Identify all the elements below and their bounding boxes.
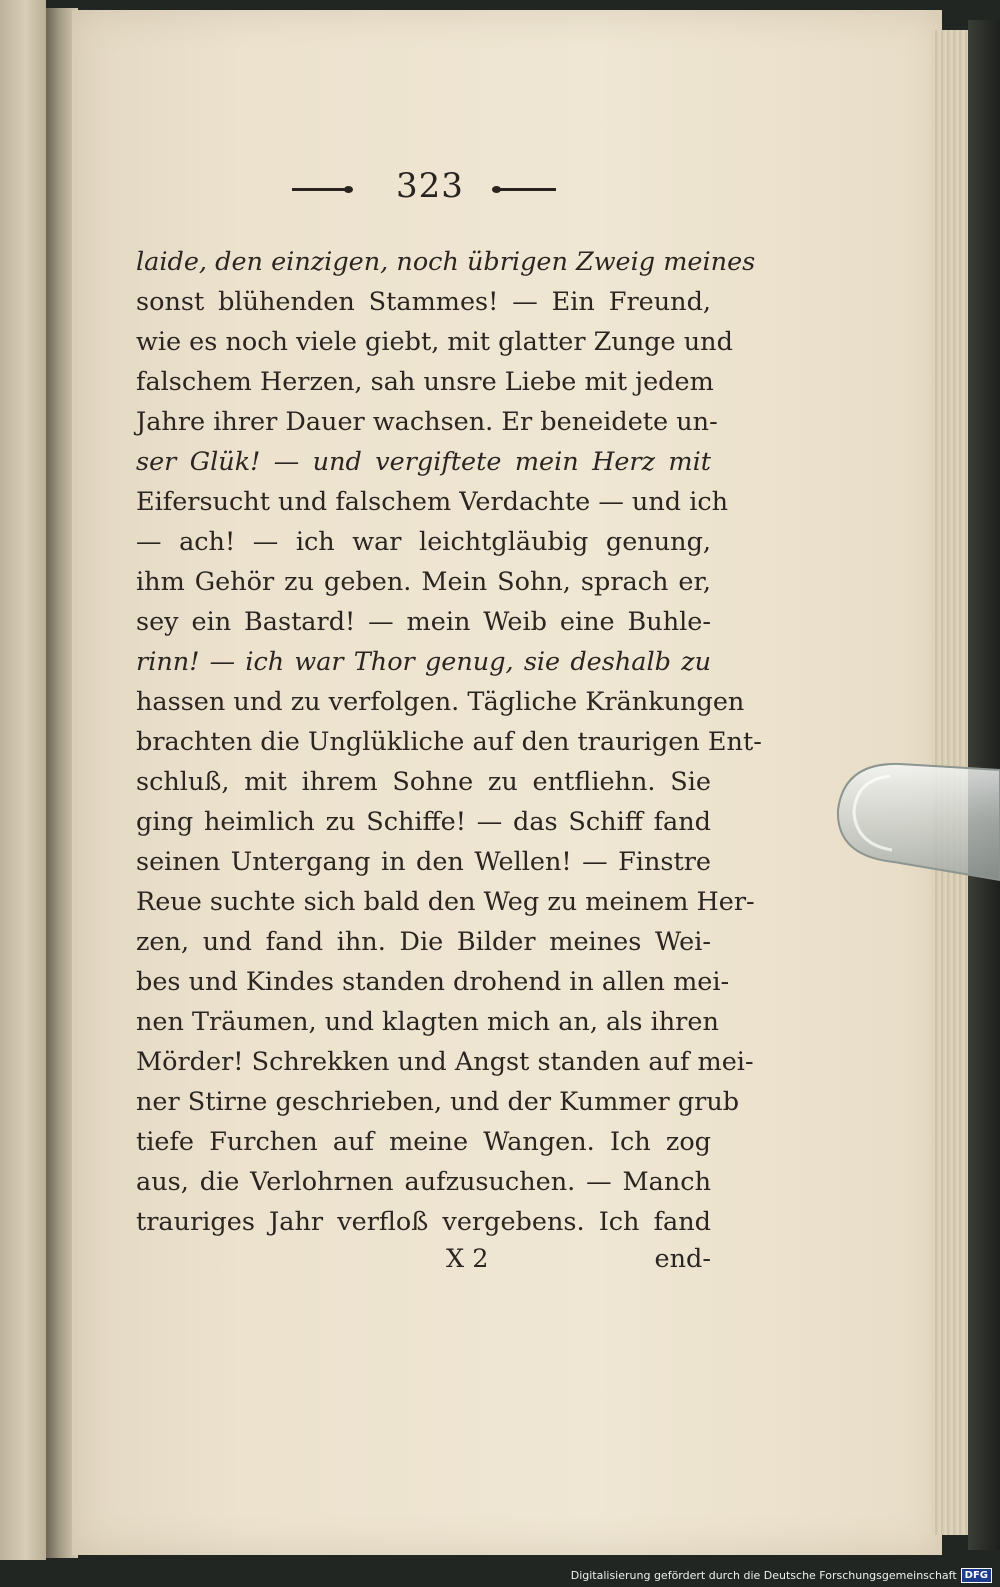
page-number: 323 — [396, 166, 464, 206]
text-line: tiefe Furchen auf meine Wangen. Ich zog — [136, 1127, 711, 1157]
text-line: seinen Untergang in den Wellen! — Finstre — [136, 847, 711, 877]
signature-mark: X 2 — [446, 1244, 489, 1274]
header-ornament-left — [292, 186, 358, 192]
text-line: hassen und zu verfolgen. Tägliche Kränkungen — [136, 687, 745, 717]
page-clip-icon — [830, 758, 1000, 882]
body-text — [136, 242, 762, 1242]
page-footer — [136, 1244, 711, 1284]
text-line: ging heimlich zu Schiffe! — das Schiff fand — [136, 807, 711, 837]
header-ornament-right — [492, 186, 558, 192]
text-line: aus, die Verlohrnen aufzusuchen. — Manch — [136, 1167, 711, 1197]
text-line: Reue suchte sich bald den Weg zu meinem Her- — [136, 887, 755, 917]
text-line: brachten die Unglükliche auf den traurigen Ent- — [136, 727, 762, 757]
text-line: Mörder! Schrekken und Angst standen auf mei- — [136, 1047, 754, 1077]
text-line: laide, den einzigen, noch übrigen Zweig meines — [136, 247, 756, 277]
text-line: wie es noch viele giebt, mit glatter Zunge und — [136, 327, 733, 357]
text-line: trauriges Jahr verfloß vergebens. Ich fand — [136, 1207, 711, 1237]
credit-text: Digitalisierung gefördert durch die Deutsche Forschungsgemeinschaft — [570, 1568, 957, 1582]
dfg-logo: DFG — [961, 1568, 992, 1583]
text-line: sonst blühenden Stammes! — Ein Freund, — [136, 287, 711, 317]
text-line: bes und Kindes standen drohend in allen mei- — [136, 967, 730, 997]
digitization-credit — [571, 1565, 992, 1585]
text-line: sey ein Bastard! — mein Weib eine Buhle- — [136, 607, 711, 637]
previous-page-edge — [0, 0, 46, 1560]
text-line: Eifersucht und falschem Verdachte — und ich — [136, 487, 729, 517]
text-line: nen Träumen, und klagten mich an, als ihren — [136, 1007, 719, 1037]
text-line: Jahre ihrer Dauer wachsen. Er beneidete un- — [136, 407, 718, 437]
text-line: zen, und fand ihn. Die Bilder meines Wei- — [136, 927, 711, 957]
text-line: falschem Herzen, sah unsre Liebe mit jedem — [136, 367, 714, 397]
text-line: ner Stirne geschrieben, und der Kummer grub — [136, 1087, 740, 1117]
text-line: ihm Gehör zu geben. Mein Sohn, sprach er, — [136, 567, 711, 597]
text-line: — ach! — ich war leichtgläubig genung, — [136, 527, 711, 557]
catchword: end- — [654, 1244, 711, 1274]
text-line: ser Glük! — und vergiftete mein Herz mit — [136, 447, 711, 477]
text-line: rinn! — ich war Thor genug, sie deshalb zu — [136, 647, 711, 677]
text-line: schluß, mit ihrem Sohne zu entfliehn. Sie — [136, 767, 711, 797]
